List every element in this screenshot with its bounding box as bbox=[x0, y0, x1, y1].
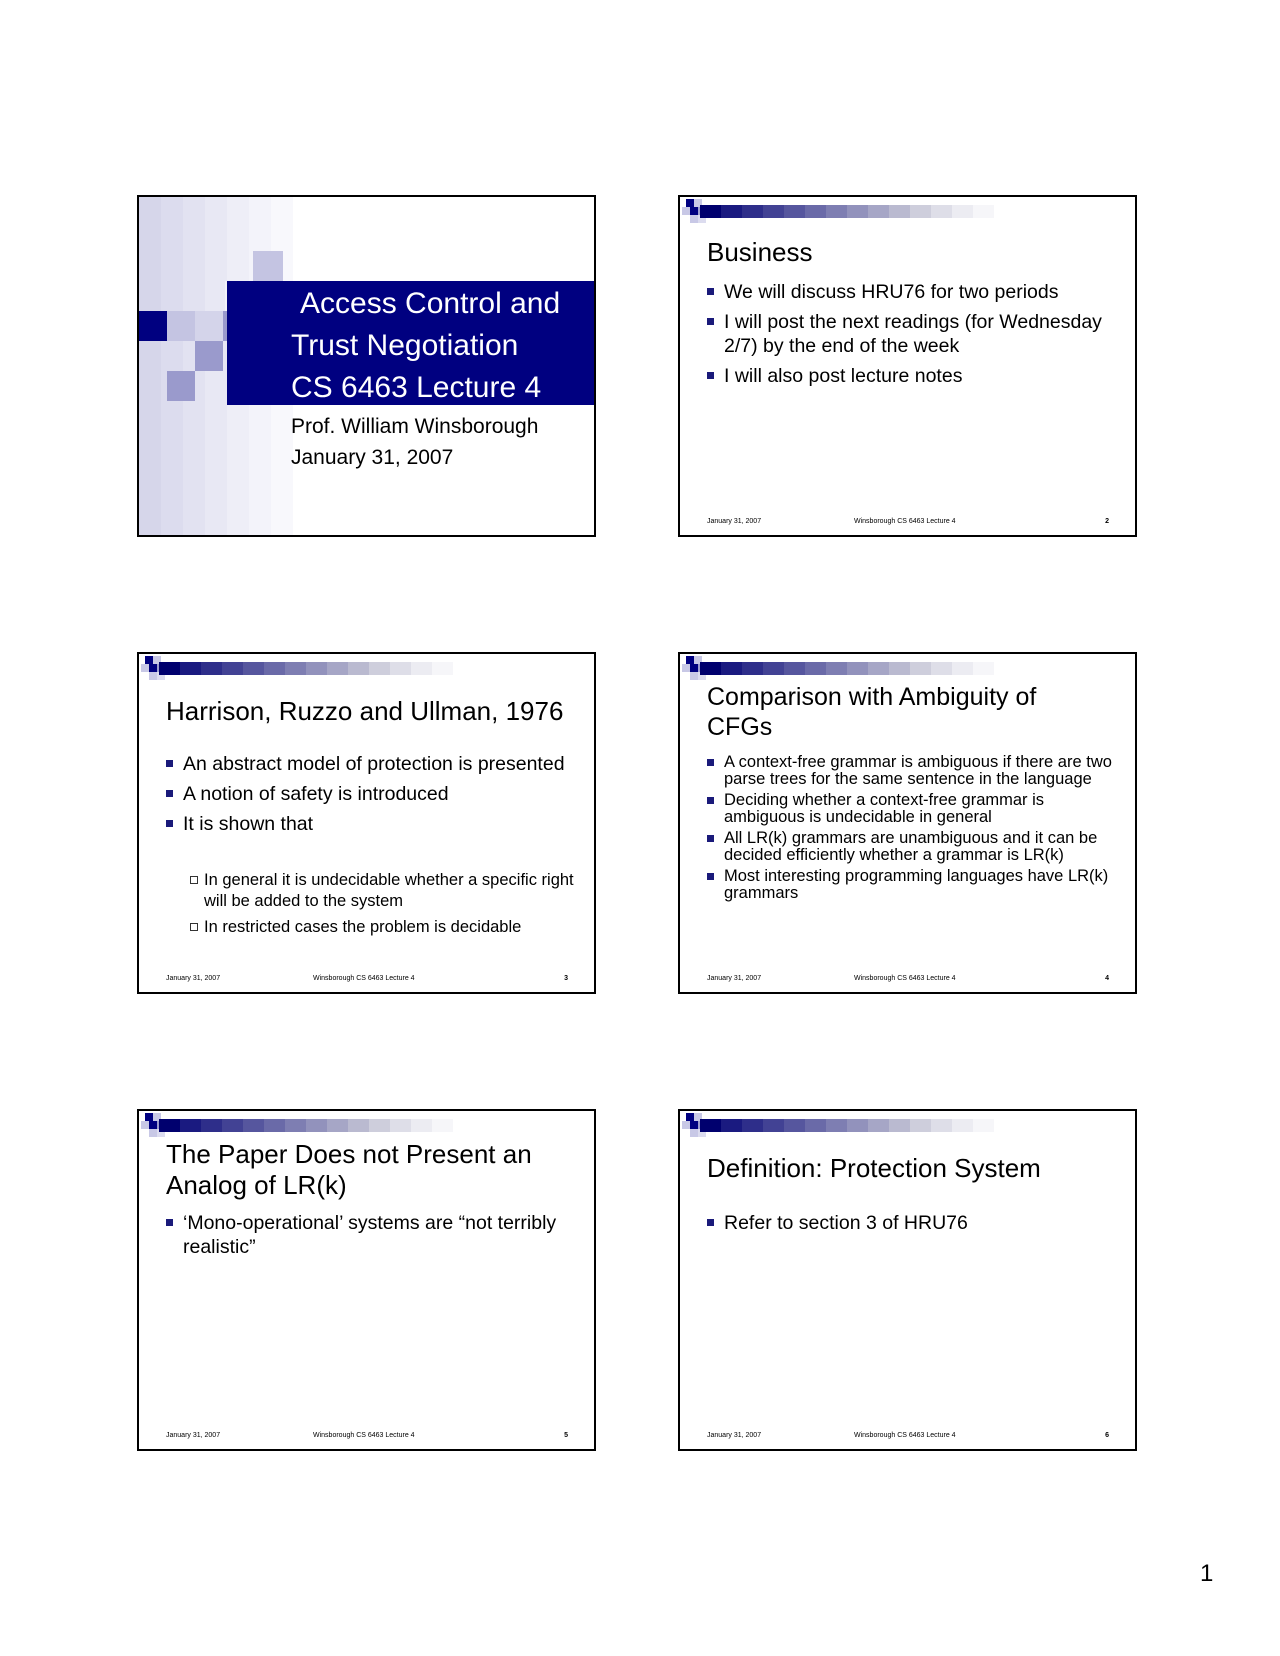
bullet-item: All LR(k) grammars are unambiguous and it can be decided efficiently whether a grammar is LR(k) bbox=[707, 830, 1123, 864]
decor-square bbox=[195, 311, 223, 341]
strip-band-cell bbox=[742, 205, 763, 218]
sub-bullet-marker bbox=[190, 923, 198, 931]
strip-band-cell bbox=[180, 1119, 201, 1132]
title-line-3: CS 6463 Lecture 4 bbox=[291, 371, 542, 404]
strip-square bbox=[145, 656, 153, 664]
strip-band-cell bbox=[868, 1119, 889, 1132]
strip-band bbox=[700, 662, 994, 675]
footer-date: January 31, 2007 bbox=[166, 975, 221, 982]
bullet-marker bbox=[166, 820, 173, 827]
bullet-item: Most interesting programming languages have LR(k) grammars bbox=[707, 868, 1123, 902]
strip-band-cell bbox=[411, 662, 432, 675]
bullet-item: ‘Mono-operational’ systems are “not terribly realistic” bbox=[166, 1211, 582, 1259]
strip-band-cell bbox=[264, 1119, 285, 1132]
strip-band bbox=[700, 205, 994, 218]
strip-band-cell bbox=[910, 205, 931, 218]
slide-3 bbox=[137, 652, 596, 994]
footer-slide-number: 4 bbox=[1105, 975, 1109, 982]
strip-band bbox=[700, 1119, 994, 1132]
strip-square bbox=[690, 207, 698, 215]
strip-band-cell bbox=[973, 662, 994, 675]
strip-square bbox=[686, 656, 694, 664]
slide-1-title bbox=[137, 195, 596, 537]
bullet-item: A notion of safety is introduced bbox=[166, 782, 582, 806]
strip-band-cell bbox=[847, 1119, 868, 1132]
bullet-item: We will discuss HRU76 for two periods bbox=[707, 280, 1123, 304]
bullet-marker bbox=[707, 288, 714, 295]
bullet-item: Refer to section 3 of HRU76 bbox=[707, 1211, 1123, 1235]
slide-5 bbox=[137, 1109, 596, 1451]
strip-band-cell bbox=[868, 662, 889, 675]
strip-band bbox=[159, 1119, 453, 1132]
slide-title bbox=[291, 283, 560, 409]
bullet-list bbox=[166, 752, 582, 840]
decor-square bbox=[195, 341, 223, 371]
strip-band-cell bbox=[952, 662, 973, 675]
sub-bullet-item: In general it is undecidable whether a specific right will be added to the system bbox=[166, 870, 574, 912]
footer-slide-number: 3 bbox=[564, 975, 568, 982]
strip-band-cell bbox=[721, 205, 742, 218]
strip-band-cell bbox=[784, 1119, 805, 1132]
strip-band-cell bbox=[931, 662, 952, 675]
header-strip bbox=[680, 197, 1137, 227]
slide-4 bbox=[678, 652, 1137, 994]
strip-band-cell bbox=[721, 1119, 742, 1132]
strip-band-cell bbox=[432, 1119, 453, 1132]
strip-band-cell bbox=[805, 1119, 826, 1132]
footer-course: Winsborough CS 6463 Lecture 4 bbox=[854, 975, 956, 982]
footer-course: Winsborough CS 6463 Lecture 4 bbox=[854, 1432, 956, 1439]
footer-course: Winsborough CS 6463 Lecture 4 bbox=[313, 975, 415, 982]
strip-band-cell bbox=[910, 1119, 931, 1132]
bullet-marker bbox=[166, 760, 173, 767]
strip-band-cell bbox=[390, 662, 411, 675]
decor-square bbox=[167, 371, 195, 401]
strip-band-cell bbox=[889, 662, 910, 675]
strip-square bbox=[149, 1129, 157, 1137]
strip-band-cell bbox=[973, 205, 994, 218]
bullet-list bbox=[707, 280, 1123, 388]
strip-band-cell bbox=[805, 205, 826, 218]
strip-band-cell bbox=[931, 205, 952, 218]
strip-band-cell bbox=[868, 205, 889, 218]
bullet-list bbox=[707, 754, 1123, 902]
strip-square bbox=[690, 672, 698, 680]
sub-bullet-marker bbox=[190, 876, 198, 884]
strip-band-cell bbox=[784, 205, 805, 218]
strip-band-cell bbox=[826, 1119, 847, 1132]
bullet-item: A context-free grammar is ambiguous if there are two parse trees for the same sentence in the language bbox=[707, 754, 1123, 788]
strip-band-cell bbox=[243, 662, 264, 675]
strip-band-cell bbox=[889, 1119, 910, 1132]
author: Prof. William Winsborough bbox=[291, 415, 539, 438]
strip-band-cell bbox=[931, 1119, 952, 1132]
strip-band-cell bbox=[700, 662, 721, 675]
strip-band-cell bbox=[180, 662, 201, 675]
strip-band-cell bbox=[784, 662, 805, 675]
bullet-item: I will post the next readings (for Wednesday 2/7) by the end of the week bbox=[707, 310, 1123, 358]
page-number: 1 bbox=[1200, 1560, 1214, 1587]
strip-square bbox=[690, 1129, 698, 1137]
decor-square bbox=[139, 311, 167, 341]
footer-course: Winsborough CS 6463 Lecture 4 bbox=[854, 518, 956, 525]
bullet-marker bbox=[707, 797, 714, 804]
footer-slide-number: 6 bbox=[1105, 1432, 1109, 1439]
strip-band-cell bbox=[222, 662, 243, 675]
strip-band-cell bbox=[889, 205, 910, 218]
bullet-marker bbox=[707, 318, 714, 325]
strip-band-cell bbox=[243, 1119, 264, 1132]
strip-square bbox=[690, 1121, 698, 1129]
strip-band-cell bbox=[700, 205, 721, 218]
strip-square bbox=[690, 215, 698, 223]
strip-square bbox=[682, 1121, 690, 1129]
slide-title: Definition: Protection System bbox=[707, 1153, 1041, 1183]
slide-title: The Paper Does not Present an Analog of LR(k) bbox=[166, 1139, 532, 1200]
strip-band-cell bbox=[826, 205, 847, 218]
strip-band-cell bbox=[973, 1119, 994, 1132]
strip-band-cell bbox=[700, 1119, 721, 1132]
strip-band-cell bbox=[201, 662, 222, 675]
decor-column bbox=[139, 197, 161, 537]
strip-band-cell bbox=[847, 205, 868, 218]
bullet-marker bbox=[707, 759, 714, 766]
strip-band-cell bbox=[369, 662, 390, 675]
strip-band-cell bbox=[201, 1119, 222, 1132]
strip-band-cell bbox=[763, 205, 784, 218]
strip-band-cell bbox=[306, 1119, 327, 1132]
strip-band-cell bbox=[159, 662, 180, 675]
strip-band-cell bbox=[369, 1119, 390, 1132]
sub-bullet-item: In restricted cases the problem is decidable bbox=[166, 917, 574, 938]
strip-band-cell bbox=[763, 1119, 784, 1132]
strip-square bbox=[149, 664, 157, 672]
strip-band-cell bbox=[742, 1119, 763, 1132]
strip-band-cell bbox=[432, 662, 453, 675]
slide-subtitle bbox=[291, 411, 538, 473]
header-strip bbox=[139, 1111, 596, 1141]
strip-square bbox=[141, 664, 149, 672]
bullet-item: It is shown that bbox=[166, 812, 582, 836]
strip-square bbox=[686, 199, 694, 207]
bullet-marker bbox=[707, 372, 714, 379]
strip-band-cell bbox=[390, 1119, 411, 1132]
title-line-2: Trust Negotiation bbox=[291, 329, 519, 362]
strip-band-cell bbox=[327, 662, 348, 675]
strip-band-cell bbox=[952, 205, 973, 218]
bullet-marker bbox=[166, 790, 173, 797]
strip-square bbox=[682, 664, 690, 672]
strip-band-cell bbox=[264, 662, 285, 675]
strip-band-cell bbox=[847, 662, 868, 675]
strip-band-cell bbox=[285, 1119, 306, 1132]
strip-band-cell bbox=[742, 662, 763, 675]
slide-title: Business bbox=[707, 237, 813, 267]
slide-2 bbox=[678, 195, 1137, 537]
strip-band-cell bbox=[285, 662, 306, 675]
bullet-marker bbox=[166, 1219, 173, 1226]
slide-6 bbox=[678, 1109, 1137, 1451]
strip-band-cell bbox=[159, 1119, 180, 1132]
bullet-item: An abstract model of protection is presented bbox=[166, 752, 582, 776]
strip-band-cell bbox=[910, 662, 931, 675]
header-strip bbox=[139, 654, 596, 684]
slide-title: Comparison with Ambiguity of CFGs bbox=[707, 683, 1037, 741]
strip-band-cell bbox=[348, 662, 369, 675]
bullet-marker bbox=[707, 835, 714, 842]
strip-square bbox=[145, 1113, 153, 1121]
strip-square bbox=[149, 1121, 157, 1129]
strip-square bbox=[690, 664, 698, 672]
bullet-item: Deciding whether a context-free grammar is ambiguous is undecidable in general bbox=[707, 792, 1123, 826]
strip-band-cell bbox=[826, 662, 847, 675]
decor-square bbox=[253, 251, 283, 281]
footer-course: Winsborough CS 6463 Lecture 4 bbox=[313, 1432, 415, 1439]
strip-band bbox=[159, 662, 453, 675]
date: January 31, 2007 bbox=[291, 446, 454, 469]
footer-date: January 31, 2007 bbox=[166, 1432, 221, 1439]
decor-column bbox=[161, 197, 183, 537]
bullet-marker bbox=[707, 1219, 714, 1226]
bullet-list bbox=[707, 1211, 1123, 1235]
bullet-item: I will also post lecture notes bbox=[707, 364, 1123, 388]
bullet-marker bbox=[707, 873, 714, 880]
decor-square bbox=[167, 311, 195, 341]
title-line-1: Access Control and bbox=[300, 287, 561, 320]
strip-square bbox=[682, 207, 690, 215]
strip-band-cell bbox=[763, 662, 784, 675]
footer-slide-number: 5 bbox=[564, 1432, 568, 1439]
sub-bullet-list bbox=[166, 870, 574, 938]
footer-date: January 31, 2007 bbox=[707, 1432, 762, 1439]
strip-band-cell bbox=[327, 1119, 348, 1132]
footer-slide-number: 2 bbox=[1105, 518, 1109, 525]
slide-title: Harrison, Ruzzo and Ullman, 1976 bbox=[166, 696, 564, 726]
strip-band-cell bbox=[805, 662, 826, 675]
header-strip bbox=[680, 654, 1137, 684]
strip-band-cell bbox=[952, 1119, 973, 1132]
strip-band-cell bbox=[348, 1119, 369, 1132]
bullet-list bbox=[166, 1211, 582, 1259]
footer-date: January 31, 2007 bbox=[707, 975, 762, 982]
strip-square bbox=[149, 672, 157, 680]
strip-band-cell bbox=[721, 662, 742, 675]
header-strip bbox=[680, 1111, 1137, 1141]
strip-square bbox=[686, 1113, 694, 1121]
strip-band-cell bbox=[306, 662, 327, 675]
strip-band-cell bbox=[411, 1119, 432, 1132]
strip-band-cell bbox=[222, 1119, 243, 1132]
footer-date: January 31, 2007 bbox=[707, 518, 762, 525]
strip-square bbox=[141, 1121, 149, 1129]
